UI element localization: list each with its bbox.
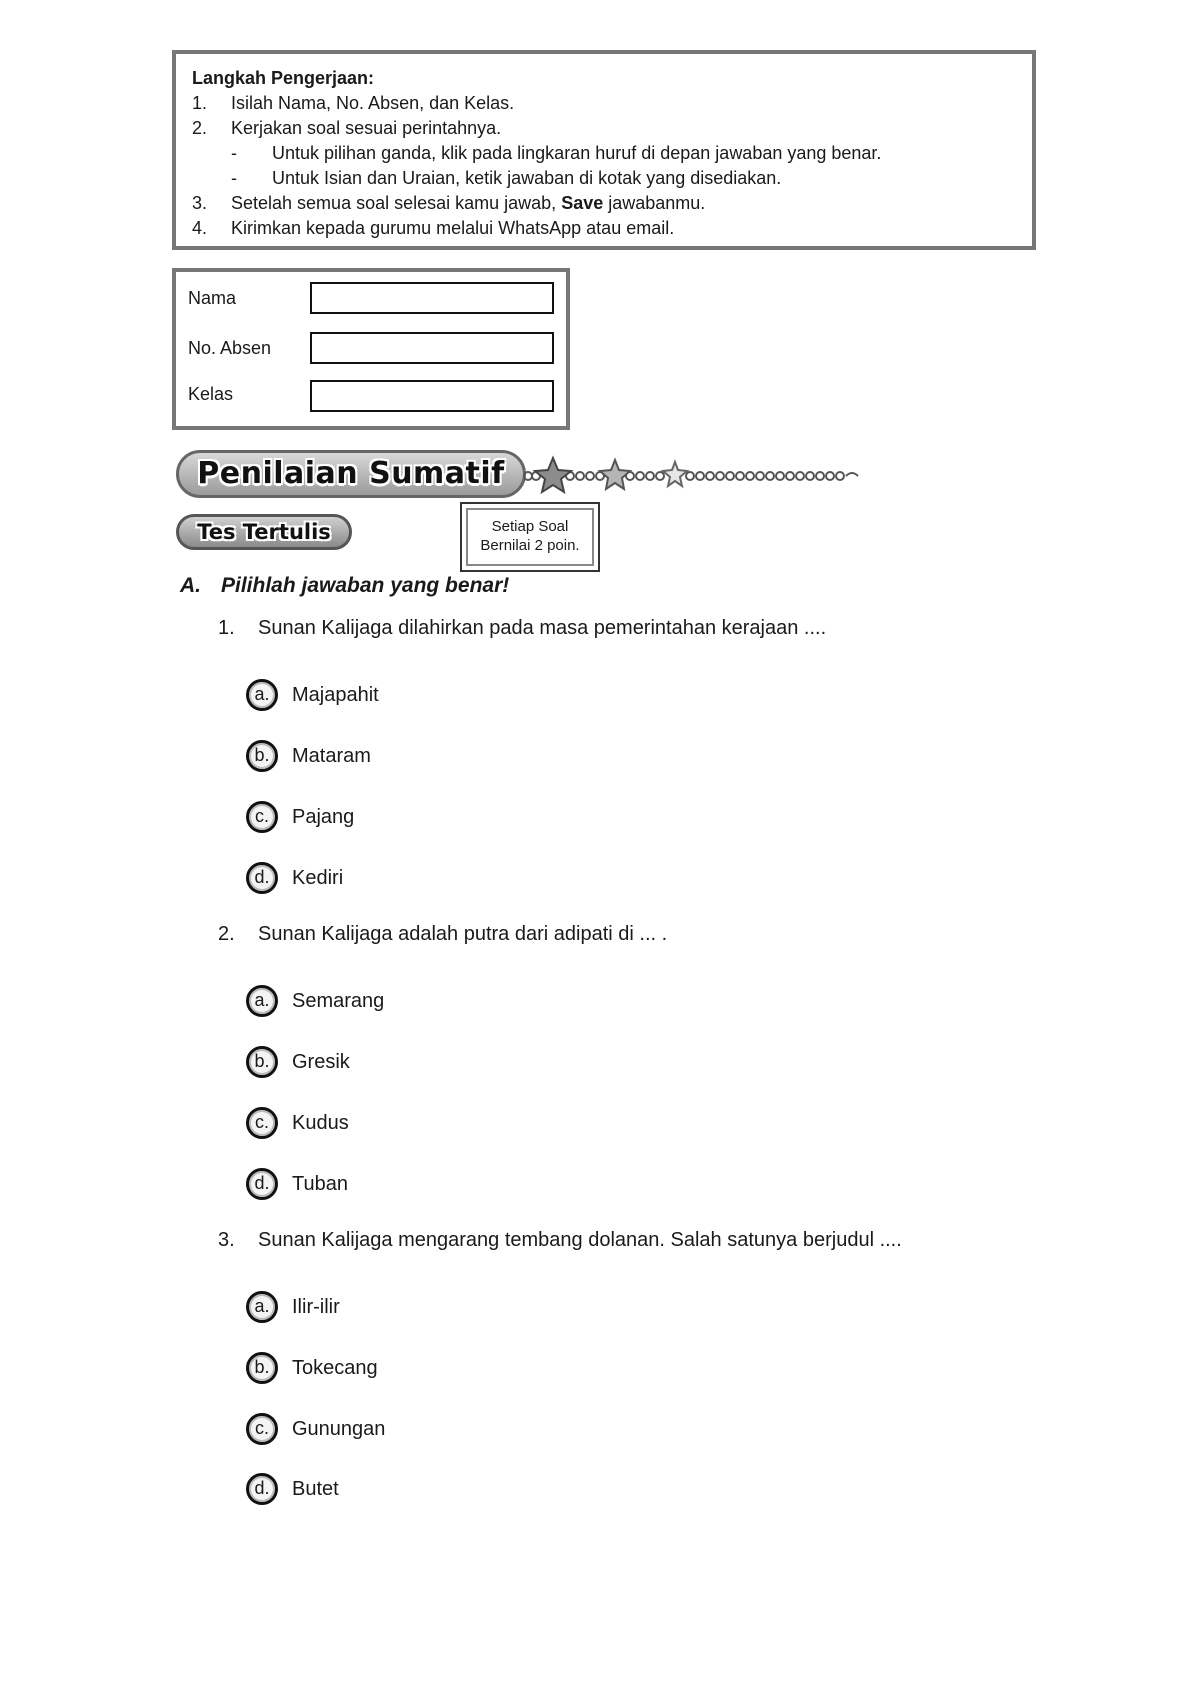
points-inner [466, 508, 594, 566]
question-number: 2. [218, 923, 235, 945]
question-number: 3. [218, 1229, 235, 1251]
step-number: 1. [192, 93, 208, 113]
option-text: Kudus [292, 1111, 349, 1134]
substep-text: Untuk pilihan ganda, klik pada lingkaran huruf di depan jawaban yang benar. [272, 143, 882, 163]
points-box [460, 502, 600, 572]
star-icon [535, 458, 571, 492]
option-radio[interactable]: c. [246, 1107, 278, 1139]
instruction-step [192, 91, 1016, 116]
section-heading [180, 574, 509, 598]
option-radio[interactable]: d. [246, 1473, 278, 1505]
question-number: 1. [218, 617, 235, 639]
step-number: 3. [192, 193, 208, 213]
option-radio[interactable]: c. [246, 1413, 278, 1445]
section-letter: A. [180, 574, 201, 597]
step-text [231, 191, 705, 216]
points-line-1: Setiap Soal [491, 518, 569, 535]
save-keyword: Save [561, 193, 604, 213]
option-text: Gunungan [292, 1417, 386, 1440]
option-radio[interactable]: a. [246, 679, 278, 711]
no-absen-label: No. Absen [188, 338, 272, 358]
option-text: Mataram [292, 744, 371, 767]
option-2c[interactable] [246, 1103, 349, 1143]
option-radio[interactable]: a. [246, 1291, 278, 1323]
nama-label: Nama [188, 288, 237, 308]
option-1c[interactable] [246, 797, 354, 837]
banner-subtitle: Tes Tertulis [197, 520, 331, 544]
option-text: Kediri [292, 866, 344, 889]
question-1 [218, 617, 826, 640]
option-text: Tokecang [292, 1356, 378, 1379]
option-2d[interactable] [246, 1164, 348, 1204]
option-text: Tuban [292, 1172, 348, 1195]
option-text: Semarang [292, 989, 385, 1012]
question-text: Sunan Kalijaga dilahirkan pada masa pemerintahan kerajaan .... [258, 617, 827, 639]
substep-text: Untuk Isian dan Uraian, ketik jawaban di kotak yang disediakan. [272, 168, 782, 188]
question-text: Sunan Kalijaga adalah putra dari adipati di ... . [258, 923, 668, 945]
identity-box [172, 268, 570, 430]
kelas-label: Kelas [188, 384, 234, 404]
step-text-before: Setelah semua soal selesai kamu jawab, [231, 193, 562, 213]
option-radio[interactable]: b. [246, 1352, 278, 1384]
option-3a[interactable] [246, 1287, 340, 1327]
option-3d[interactable] [246, 1469, 339, 1509]
step-text: Isilah Nama, No. Absen, dan Kelas. [231, 93, 515, 113]
points-line-2: Bernilai 2 poin. [480, 537, 580, 554]
instruction-substep [192, 141, 1016, 166]
option-2b[interactable] [246, 1042, 350, 1082]
no-absen-input[interactable] [310, 332, 554, 364]
question-text: Sunan Kalijaga mengarang tembang dolanan. Salah satunya berjudul .... [258, 1229, 902, 1251]
step-number: 2. [192, 118, 208, 138]
instruction-substep [192, 166, 1016, 191]
option-radio[interactable]: c. [246, 801, 278, 833]
step-text-after: jawabanmu. [603, 193, 706, 213]
instruction-step [192, 191, 1016, 216]
step-number: 4. [192, 218, 208, 238]
nama-input[interactable] [310, 282, 554, 314]
star-chain-decoration [520, 452, 860, 496]
option-radio[interactable]: d. [246, 1168, 278, 1200]
substep-dash: - [231, 143, 237, 163]
instruction-step [192, 116, 1016, 141]
option-text: Butet [292, 1477, 339, 1500]
option-2a[interactable] [246, 981, 384, 1021]
option-text: Pajang [292, 805, 355, 828]
option-radio[interactable]: a. [246, 985, 278, 1017]
option-1a[interactable] [246, 675, 379, 715]
option-3c[interactable] [246, 1409, 385, 1449]
star-icon [600, 460, 630, 489]
option-text: Gresik [292, 1050, 350, 1073]
option-radio[interactable]: b. [246, 740, 278, 772]
option-1b[interactable] [246, 736, 371, 776]
option-text: Ilir-ilir [292, 1295, 340, 1318]
instruction-step [192, 216, 1016, 241]
substep-dash: - [231, 168, 237, 188]
option-radio[interactable]: d. [246, 862, 278, 894]
kelas-input[interactable] [310, 380, 554, 412]
question-3 [218, 1229, 902, 1252]
question-2 [218, 923, 667, 946]
step-text: Kerjakan soal sesuai perintahnya. [231, 118, 502, 138]
instructions-box [172, 50, 1036, 250]
banner-title: Penilaian Sumatif [197, 456, 505, 491]
star-icon [663, 462, 687, 486]
instructions-title: Langkah Pengerjaan: [192, 68, 375, 88]
step-text: Kirimkan kepada gurumu melalui WhatsApp atau email. [231, 218, 675, 238]
option-text: Majapahit [292, 683, 379, 706]
option-1d[interactable] [246, 858, 343, 898]
option-radio[interactable]: b. [246, 1046, 278, 1078]
section-instruction: Pilihlah jawaban yang benar! [221, 574, 510, 597]
option-3b[interactable] [246, 1348, 378, 1388]
